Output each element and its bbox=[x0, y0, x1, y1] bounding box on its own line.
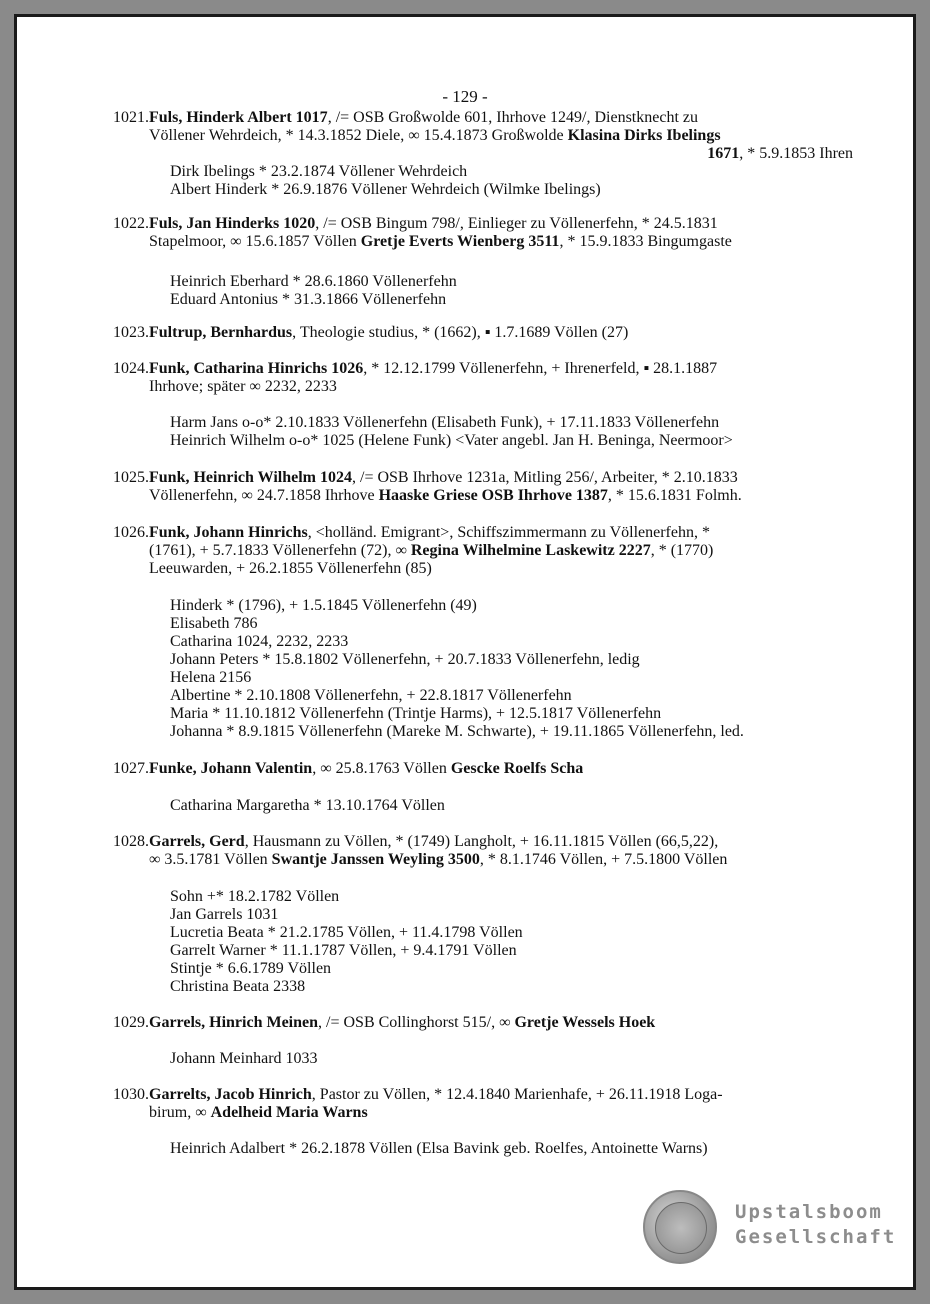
entry-1021 bbox=[93, 109, 853, 163]
document-page bbox=[17, 17, 913, 1287]
children-1029 bbox=[170, 1050, 870, 1068]
entry-1025 bbox=[93, 469, 853, 505]
child-item: Elisabeth 786 bbox=[170, 615, 258, 632]
entry-text: , Theologie studius, * (1662), ▪ 1.7.1689 Völlen (27) bbox=[292, 324, 629, 341]
entry-1028 bbox=[93, 833, 853, 869]
entry-text: , * 5.9.1853 Ihren bbox=[739, 145, 853, 162]
child-item: Catharina 1024, 2232, 2233 bbox=[170, 633, 349, 650]
entry-text: , <holländ. Emigrant>, Schiffszimmermann zu Völlenerfehn, * bbox=[307, 524, 710, 541]
children-1021 bbox=[170, 163, 870, 199]
entry-1029 bbox=[93, 1014, 853, 1032]
entry-number: 1029. bbox=[113, 1014, 149, 1031]
entry-text: , /= OSB Ihrhove 1231a, Mitling 256/, Arbeiter, * 2.10.1833 bbox=[352, 469, 738, 486]
entry-text: (1761), + 5.7.1833 Völlenerfehn (72), ∞ bbox=[149, 542, 411, 559]
person-name: Garrelts, Jacob Hinrich bbox=[149, 1086, 312, 1103]
child-item: Eduard Antonius * 31.3.1866 Völlenerfehn bbox=[170, 291, 447, 308]
child-item: Stintje * 6.6.1789 Völlen bbox=[170, 960, 332, 977]
child-item: Johann Peters * 15.8.1802 Völlenerfehn, + 20.7.1833 Völlenerfehn, ledig bbox=[170, 651, 640, 668]
entry-text: Ihrhove; später ∞ 2232, 2233 bbox=[149, 378, 337, 395]
entry-number: 1021. bbox=[113, 109, 149, 126]
entry-text: , /= OSB Bingum 798/, Einlieger zu Völlenerfehn, * 24.5.1831 bbox=[315, 215, 718, 232]
entry-text: , * 8.1.1746 Völlen, + 7.5.1800 Völlen bbox=[479, 851, 728, 868]
entry-number: 1028. bbox=[113, 833, 149, 850]
entry-1026 bbox=[93, 524, 853, 578]
child-item: Helena 2156 bbox=[170, 669, 252, 686]
person-name: Funk, Catharina Hinrichs 1026 bbox=[149, 360, 364, 377]
children-1027 bbox=[170, 797, 870, 815]
child-item: Jan Garrels 1031 bbox=[170, 906, 279, 923]
entry-text: ∞ 3.5.1781 Völlen bbox=[149, 851, 272, 868]
person-name: Garrels, Gerd bbox=[149, 833, 245, 850]
spouse-name: Klasina Dirks Ibelings bbox=[567, 127, 721, 144]
children-1026 bbox=[170, 597, 870, 741]
person-name: Fuls, Jan Hinderks 1020 bbox=[149, 215, 316, 232]
entry-text: , * 12.12.1799 Völlenerfehn, + Ihrenerfeld, ▪ 28.1.1887 bbox=[363, 360, 718, 377]
society-seal-icon bbox=[643, 1190, 717, 1264]
entry-number: 1027. bbox=[113, 760, 149, 777]
entry-text: Völlener Wehrdeich, * 14.3.1852 Diele, ∞ 15.4.1873 Großwolde bbox=[149, 127, 568, 144]
person-name: Fultrup, Bernhardus bbox=[149, 324, 293, 341]
child-item: Dirk Ibelings * 23.2.1874 Völlener Wehrdeich bbox=[170, 163, 468, 180]
entry-text: , /= OSB Collinghorst 515/, ∞ bbox=[318, 1014, 515, 1031]
child-item: Hinderk * (1796), + 1.5.1845 Völlenerfehn (49) bbox=[170, 597, 477, 614]
entry-number: 1023. bbox=[113, 324, 149, 341]
person-name: Garrels, Hinrich Meinen bbox=[149, 1014, 319, 1031]
logo-line-1: Upstalsboom bbox=[735, 1201, 883, 1223]
child-item: Harm Jans o-o* 2.10.1833 Völlenerfehn (Elisabeth Funk), + 17.11.1833 Völlenerfehn bbox=[170, 414, 720, 431]
entry-text: , Pastor zu Völlen, * 12.4.1840 Marienhafe, + 26.11.1918 Loga- bbox=[311, 1086, 723, 1103]
spouse-name: Gretje Wessels Hoek bbox=[514, 1014, 656, 1031]
entry-number: 1024. bbox=[113, 360, 149, 377]
person-name: Funk, Johann Hinrichs bbox=[149, 524, 308, 541]
spouse-name: Swantje Janssen Weyling 3500 bbox=[271, 851, 480, 868]
child-item: Garrelt Warner * 11.1.1787 Völlen, + 9.4.1791 Völlen bbox=[170, 942, 517, 959]
entry-text: , /= OSB Großwolde 601, Ihrhove 1249/, Dienstknecht zu bbox=[327, 109, 698, 126]
entry-text: Völlenerfehn, ∞ 24.7.1858 Ihrhove bbox=[149, 487, 379, 504]
entry-text: , Hausmann zu Völlen, * (1749) Langholt, + 16.11.1815 Völlen (66,5,22), bbox=[244, 833, 719, 850]
entry-text: birum, ∞ bbox=[149, 1104, 211, 1121]
child-item: Maria * 11.10.1812 Völlenerfehn (Trintje Harms), + 12.5.1817 Völlenerfehn bbox=[170, 705, 662, 722]
logo-line-2: Gesellschaft bbox=[735, 1226, 897, 1248]
children-1022 bbox=[170, 273, 870, 309]
child-item: Heinrich Wilhelm o-o* 1025 (Helene Funk) <Vater angebl. Jan H. Beninga, Neermoor> bbox=[170, 432, 733, 449]
child-item: Johanna * 8.9.1815 Völlenerfehn (Mareke M. Schwarte), + 19.11.1865 Völlenerfehn, led. bbox=[170, 723, 744, 740]
child-item: Albertine * 2.10.1808 Völlenerfehn, + 22.8.1817 Völlenerfehn bbox=[170, 687, 572, 704]
person-name: Fuls, Hinderk Albert 1017 bbox=[149, 109, 328, 126]
entry-1030 bbox=[93, 1086, 853, 1122]
children-1030 bbox=[170, 1140, 870, 1158]
child-item: Heinrich Adalbert * 26.2.1878 Völlen (Elsa Bavink geb. Roelfes, Antoinette Warns) bbox=[170, 1140, 708, 1157]
child-item: Catharina Margaretha * 13.10.1764 Völlen bbox=[170, 797, 445, 814]
entry-number: 1025. bbox=[113, 469, 149, 486]
spouse-ref: 1671 bbox=[707, 145, 740, 162]
entry-text: , * (1770) bbox=[650, 542, 714, 559]
entry-text: Leeuwarden, + 26.2.1855 Völlenerfehn (85) bbox=[149, 560, 432, 577]
person-name: Funke, Johann Valentin bbox=[149, 760, 313, 777]
spouse-name: Haaske Griese OSB Ihrhove 1387 bbox=[378, 487, 608, 504]
child-item: Lucretia Beata * 21.2.1785 Völlen, + 11.4.1798 Völlen bbox=[170, 924, 523, 941]
child-item: Christina Beata 2338 bbox=[170, 978, 306, 995]
child-item: Johann Meinhard 1033 bbox=[170, 1050, 318, 1067]
entry-text: , * 15.6.1831 Folmh. bbox=[607, 487, 742, 504]
spouse-name: Gretje Everts Wienberg 3511 bbox=[360, 233, 560, 250]
entry-number: 1026. bbox=[113, 524, 149, 541]
person-name: Funk, Heinrich Wilhelm 1024 bbox=[149, 469, 352, 486]
entry-number: 1022. bbox=[113, 215, 149, 232]
spouse-name: Adelheid Maria Warns bbox=[210, 1104, 368, 1121]
entry-1024 bbox=[93, 360, 853, 396]
children-1028 bbox=[170, 888, 870, 996]
entry-1027 bbox=[93, 760, 853, 778]
entry-text: , ∞ 25.8.1763 Völlen bbox=[312, 760, 451, 777]
entry-1023 bbox=[93, 324, 853, 342]
entry-1022 bbox=[93, 215, 853, 251]
spouse-name: Gescke Roelfs Scha bbox=[450, 760, 584, 777]
entry-number: 1030. bbox=[113, 1086, 149, 1103]
spouse-name: Regina Wilhelmine Laskewitz 2227 bbox=[410, 542, 651, 559]
child-item: Sohn +* 18.2.1782 Völlen bbox=[170, 888, 340, 905]
child-item: Albert Hinderk * 26.9.1876 Völlener Wehrdeich (Wilmke Ibelings) bbox=[170, 181, 601, 198]
page-number: - 129 - bbox=[442, 87, 488, 106]
entry-text: , * 15.9.1833 Bingumgaste bbox=[559, 233, 732, 250]
society-logo bbox=[735, 1200, 895, 1250]
entry-text: Stapelmoor, ∞ 15.6.1857 Völlen bbox=[149, 233, 361, 250]
child-item: Heinrich Eberhard * 28.6.1860 Völlenerfehn bbox=[170, 273, 457, 290]
children-1024 bbox=[170, 414, 870, 450]
